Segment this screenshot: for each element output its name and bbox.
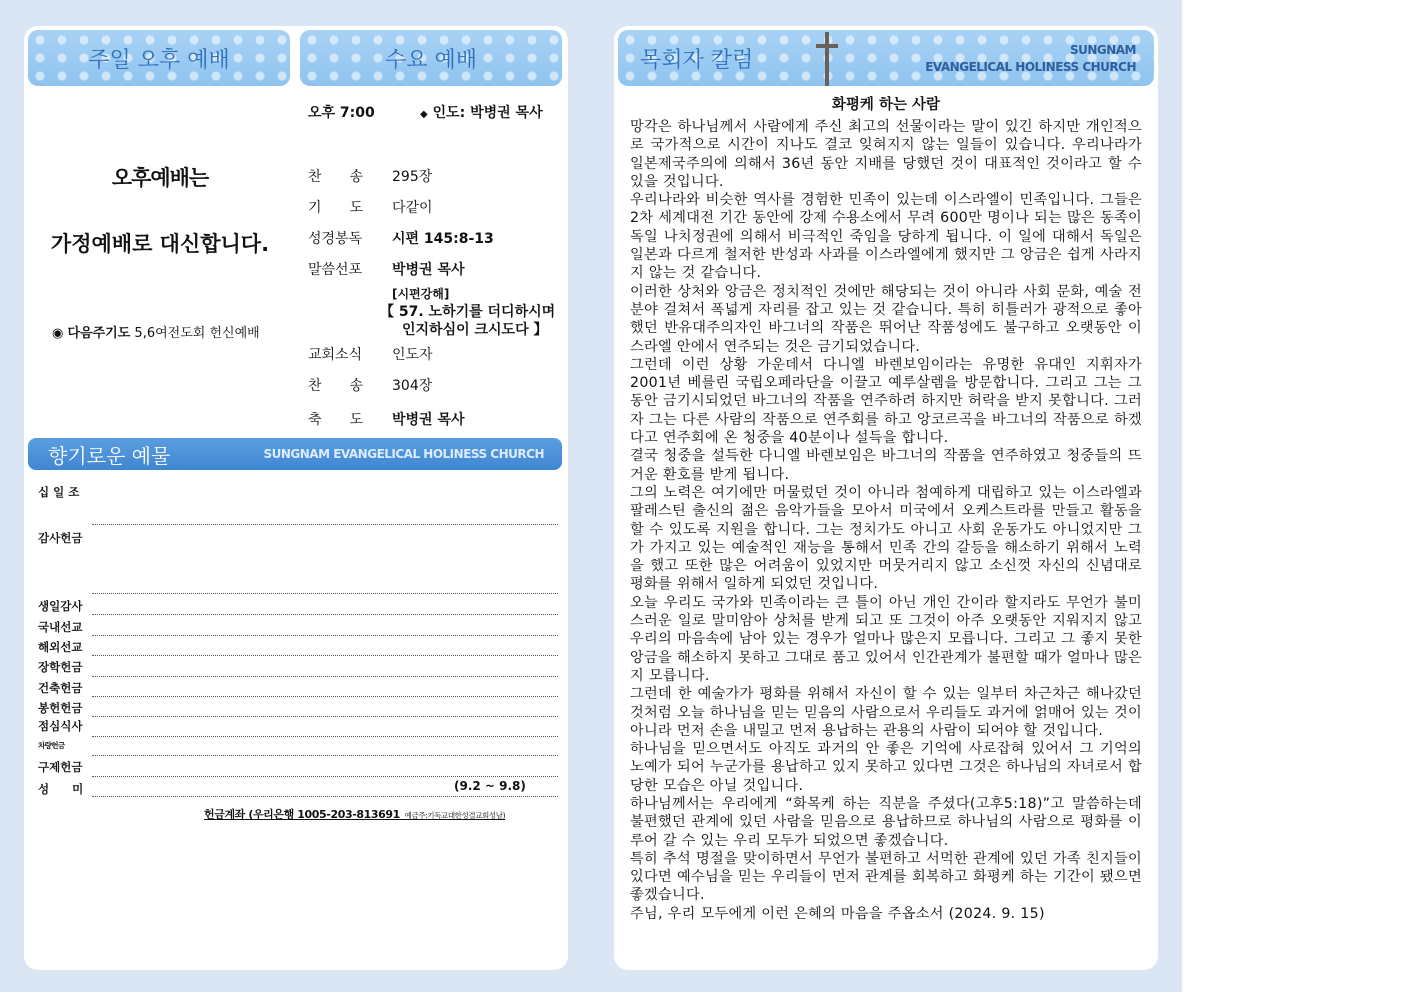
sunday-notice-line2: 가정예배로 대신합니다. <box>50 232 270 256</box>
offering-label: 감사헌금 <box>38 531 83 545</box>
wednesday-service-banner <box>300 30 562 86</box>
order-value: 시편 145:8-13 <box>392 231 494 247</box>
wednesday-service-title: 수요 예배 <box>384 47 477 73</box>
column-title: 화평케 하는 사람 <box>831 97 941 113</box>
offering-label: 해외선교 <box>38 640 83 654</box>
offering-label: 건축헌금 <box>38 681 83 695</box>
offering-line <box>92 614 558 615</box>
order-label: 성경봉독 <box>308 231 363 247</box>
offering-line <box>92 696 558 697</box>
offering-label: 생일감사 <box>38 599 83 613</box>
order-label: 말씀선포 <box>308 262 363 278</box>
church-name-line2: EVANGELICAL HOLINESS CHURCH <box>925 60 1136 74</box>
order-label: 찬 송 <box>308 169 364 185</box>
offering-label: 십 일 조 <box>38 485 80 499</box>
offering-label: 차량헌금 <box>38 741 65 750</box>
column-paragraph: 특히 추석 명절을 맞이하면서 무언가 불편하고 서먹한 관계에 있던 가족 친지들이 있다면 예수님을 믿는 우리들이 먼저 관계를 회복하고 화평케 하는 기간이 됐으면 좋겠습니다. <box>630 850 1142 904</box>
offering-line <box>92 635 558 636</box>
offering-line <box>92 593 558 594</box>
next-prayer-label: 다음주기도 <box>67 326 131 341</box>
order-value: 박병권 목사 <box>392 262 465 278</box>
offering-line <box>92 524 558 525</box>
order-label: 교회소식 <box>308 347 363 363</box>
left-panel <box>24 26 568 970</box>
sermon-title-line2: 인지하심이 크시도다 】 <box>402 322 548 338</box>
diamond-icon: ◆ <box>420 109 428 120</box>
offering-label: 봉헌헌금 <box>38 701 83 715</box>
church-name-line1: SUNGNAM <box>1069 43 1136 57</box>
order-value: 다같이 <box>392 200 433 216</box>
column-paragraph: 하나님께서는 우리에게 “화목케 하는 직분을 주셨다(고후5:18)”고 말씀하는데 불편했던 관계에 있던 사람을 믿음으로 용납하므로 하나님의 사람으로 평화를 이루어 갈 수 있는 우리 모두가 되었으면 좋겠습니다. <box>630 795 1142 849</box>
offering-period: (9.2 ~ 9.8) <box>454 779 526 793</box>
column-paragraph: 오늘 우리도 국가와 민족이라는 큰 틀이 아닌 개인 간이라 할지라도 무언가 불미스러운 일로 말미암아 상처를 받게 되고 또 그것이 아주 오랫동안 지워지지 않고 우리의 마음속에 남아 있는 경우가 얼마나 많은지 모릅니다. 그리고 그 좋지 못한 앙금을 해소하지 못하고 그대로 품고 있어서 인간관계가 불편할 때가 얼마나 많은지 모릅니다. <box>630 594 1142 684</box>
sunday-service-title: 주일 오후 예배 <box>88 47 230 73</box>
next-prayer-value: 5,6여전도회 헌신예배 <box>134 326 260 341</box>
wednesday-time: 오후 7:00 <box>308 105 375 121</box>
column-banner <box>618 30 1154 86</box>
column-paragraph: 망각은 하나님께서 사람에게 주신 최고의 선물이라는 말이 있긴 하지만 개인적으로 국가적으로 시간이 지나도 결코 잊혀지지 않는 일들이 있습니다. 우리나라가 일본제국주의에 의해서 36년 동안 지배를 당했던 것이 대표적인 것이라고 할 수 있을 것입니다. <box>630 119 1142 190</box>
offering-church-name: SUNGNAM EVANGELICAL HOLINESS CHURCH <box>263 447 544 461</box>
offering-label: 점심식사 <box>38 719 83 733</box>
offering-title: 향기로운 예물 <box>48 443 171 468</box>
account-holder: 예금주:기독교대한성결교회성남) <box>404 811 506 820</box>
column-body <box>630 118 1142 923</box>
right-panel <box>614 26 1158 970</box>
offering-account <box>204 803 505 822</box>
order-label: 기 도 <box>308 200 364 216</box>
sunday-notice-line1: 오후예배는 <box>111 166 209 190</box>
column-paragraph: 결국 청중을 설득한 다니엘 바렌보임은 바그너의 작품을 연주하였고 청중들의 뜨거운 환호를 받게 됩니다. <box>630 448 1142 483</box>
wednesday-leader <box>420 102 543 122</box>
order-value: 295장 <box>392 169 433 185</box>
column-paragraph: 그의 노력은 여기에만 머물렀던 것이 아니라 첨예하게 대립하고 있는 이스라엘과 팔레스틴 출신의 젊은 음악가들을 모아서 미국에서 오케스트라를 만들고 활동을 할 수 있도록 지원을 합니다. 그는 정치가도 아니고 사회 운동가도 아니었지만 그가 가지고 있는 예술적인 재능을 통해서 민족 간의 갈등을 해소하기 위해서 노력을 했고 또한 많은 어려움이 있었지만 머뭇거리지 않고 소신껏 자신의 신념대로 평화를 위해서 일하게 되었던 것입니다. <box>630 484 1142 593</box>
cross-icon <box>814 30 840 86</box>
column-paragraph: 그런데 이런 상황 가운데서 다니엘 바렌보임이라는 유명한 유대인 지휘자가 2001년 베를린 국립오페라단을 이끌고 예루살렘을 방문합니다. 그리고 그는 그동안 금기시되었던 바그너의 작품을 연주하려 하지만 허락을 받지 못합니다. 그러자 그는 다른 사람의 작품으로 연주회를 하고 앙코르곡을 바그너의 작품으로 하겠다고 연주회에 온 청중을 40분이나 설득을 합니다. <box>630 356 1142 447</box>
next-prayer <box>52 322 260 341</box>
sermon-series: [시편강해] <box>392 287 450 301</box>
offering-line <box>92 776 558 777</box>
offering-label: 성 미 <box>38 782 84 796</box>
offering-line <box>92 796 558 797</box>
column-paragraph: 우리나라와 비슷한 역사를 경험한 민족이 있는데 이스라엘이 민족입니다. 그들은 2차 세계대전 기간 동안에 강제 수용소에서 무려 600만 명이나 되는 많은 동족이 독일 나치정권에 의해서 비극적인 죽임을 당하게 됩니다. 이 일에 대해서 독일은 일본과 다르게 철저한 반성과 사과를 이스라엘에게 했지만 그 앙금은 쉽게 사라지지 않는 것 같습니다. <box>630 192 1142 282</box>
offering-line <box>92 755 558 756</box>
column-paragraph: 그런데 한 예술가가 평화를 위해서 자신이 할 수 있는 일부터 차근차근 해나갔던 것처럼 오늘 하나님을 믿는 믿음의 사람으로서 우리들도 과거에 얽매어 있는 것이 아니라 먼저 손을 내밀고 먼저 용납하는 관용의 사람이 되어야 할 것입니다. <box>630 686 1142 739</box>
column-banner-title: 목회자 칼럼 <box>640 47 754 73</box>
order-value: 박병권 목사 <box>392 412 465 428</box>
column-paragraph: 이러한 상처와 앙금은 정치적인 것에만 해당되는 것이 아니라 사회 문화, 예술 전 분야 걸쳐서 폭넓게 자리를 잡고 있는 것 같습니다. 특히 히틀러가 광적으로 좋아했던 반유대주의자인 바그너의 작품은 뛰어난 작품성에도 불구하고 오랫동안 이스라엘 안에서 연주되는 것은 금기되었습니다. <box>630 283 1142 355</box>
sunday-service-banner <box>28 30 290 86</box>
offering-line <box>92 736 558 737</box>
column-signoff: 주님, 우리 모두에게 이런 은혜의 마음을 주옵소서 (2024. 9. 15) <box>630 905 1045 922</box>
order-value: 304장 <box>392 378 433 394</box>
offering-label: 장학헌금 <box>38 660 83 674</box>
offering-line <box>92 676 558 677</box>
account-number: 헌금계좌 (우리은행 1005-203-813691 <box>204 808 400 821</box>
offering-banner <box>28 438 562 470</box>
wednesday-leader-text: 인도: 박병권 목사 <box>432 105 543 121</box>
offering-label: 국내선교 <box>38 620 83 634</box>
sermon-title-line1: 【 57. 노하기를 더디하시며 <box>380 304 556 320</box>
order-label: 찬 송 <box>308 378 364 394</box>
offering-line <box>92 716 558 717</box>
bullet-icon: ◉ <box>52 326 64 341</box>
church-name <box>925 42 1136 76</box>
offering-line <box>92 655 558 656</box>
order-value: 인도자 <box>392 347 433 363</box>
column-paragraph: 하나님을 믿으면서도 아직도 과거의 안 좋은 기억에 사로잡혀 있어서 그 기억의 노예가 되어 누군가를 용납하고 있지 못하고 있다면 그것은 하나님의 자녀로서 합당한 모습은 아닐 것입니다. <box>630 741 1142 794</box>
order-label: 축 도 <box>308 412 364 428</box>
offering-label: 구제헌금 <box>38 760 83 774</box>
